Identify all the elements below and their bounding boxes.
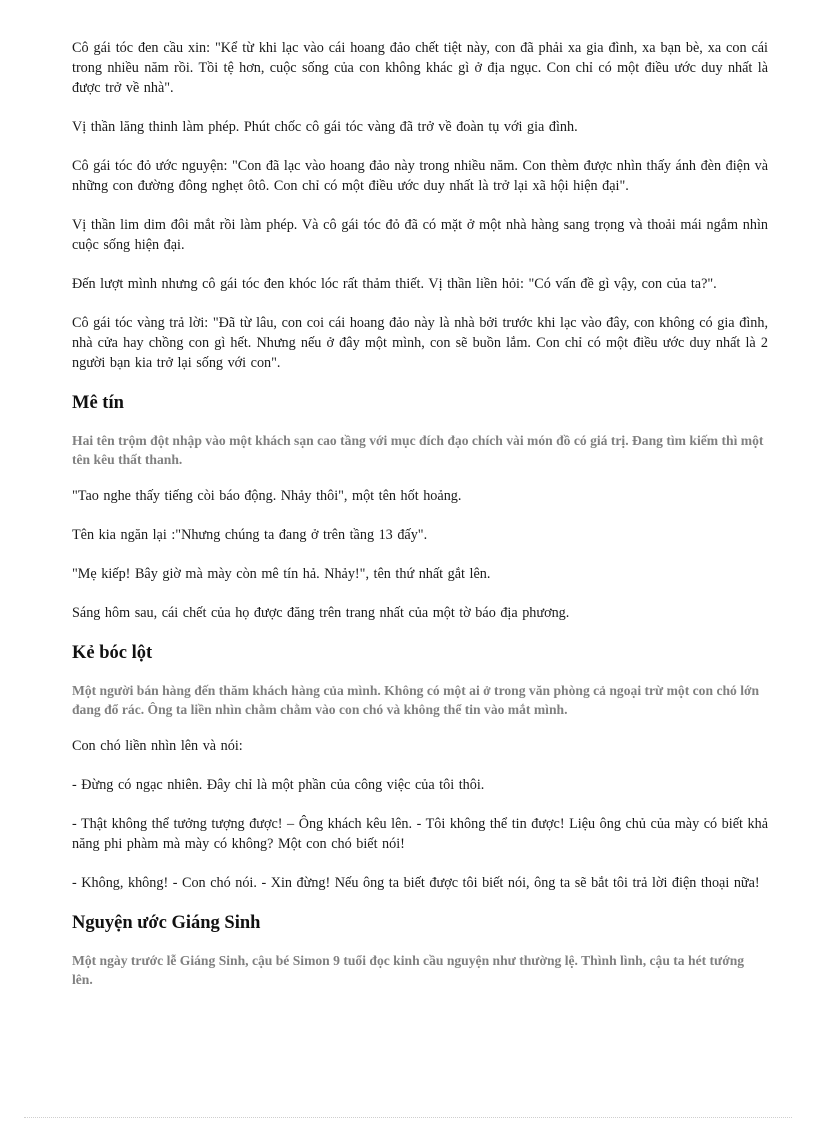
paragraph: Cô gái tóc đỏ ước nguyện: "Con đã lạc vào hoang đảo này trong nhiều năm. Con thèm được nhìn thấy ánh đèn điện và những con đường đông nghẹt ôtô. Con chỉ có một điều ước duy nhất là trở lại xã hội hiện đại". (72, 158, 768, 194)
section-heading-nguyen-uoc-giang-sinh: Nguyện ước Giáng Sinh (72, 913, 261, 933)
paragraph: Cô gái tóc đen cầu xin: "Kể từ khi lạc vào cái hoang đảo chết tiệt này, con đã phải xa gia đình, xa bạn bè, xa con cái trong nhiều năm rồi. Tồi tệ hơn, cuộc sống của con không khác gì ở địa ngục. Con chỉ có một điều ước duy nhất là được trở về nhà". (72, 40, 768, 96)
paragraph: Tên kia ngăn lại :"Nhưng chúng ta đang ở trên tầng 13 đấy". (72, 527, 428, 543)
section-lead: Hai tên trộm đột nhập vào một khách sạn cao tầng với mục đích đạo chích vài món đồ có giá trị. Đang tìm kiếm thì một tên kêu thất thanh. (72, 433, 764, 467)
section-lead: Một người bán hàng đến thăm khách hàng của mình. Không có một ai ở trong văn phòng cả ngoại trừ một con chó lớn đang đổ rác. Ông ta liền nhìn chằm chằm vào con chó và không thể tin vào mắt mình. (72, 683, 760, 717)
paragraph: - Thật không thể tưởng tượng được! – Ông khách kêu lên. - Tôi không thể tin được! Liệu ông chủ của mày có biết khả năng phi phàm mà mày có không? Một con chó biết nói! (72, 816, 768, 852)
section-heading-me-tin: Mê tín (72, 393, 124, 413)
paragraph: Vị thần lim dim đôi mắt rồi làm phép. Và cô gái tóc đỏ đã có mặt ở một nhà hàng sang trọng và thoải mái ngắm nhìn cuộc sống hiện đại. (72, 217, 768, 253)
paragraph: "Mẹ kiếp! Bây giờ mà mày còn mê tín hả. Nhảy!", tên thứ nhất gắt lên. (72, 566, 491, 582)
paragraph: Cô gái tóc vàng trả lời: "Đã từ lâu, con coi cái hoang đảo này là nhà bởi trước khi lạc vào đây, con không có gia đình, nhà cửa hay chồng con gì hết. Nhưng nếu ở đây một mình, con sẽ buồn lắm. Con chỉ có một điều ước duy nhất là 2 người bạn kia trở lại sống với con". (72, 315, 768, 371)
paragraph: Con chó liền nhìn lên và nói: (72, 738, 243, 754)
page-bottom-divider (24, 1117, 792, 1118)
section-lead: Một ngày trước lễ Giáng Sinh, cậu bé Simon 9 tuổi đọc kinh cầu nguyện như thường lệ. Thình lình, cậu ta hét tướng lên. (72, 953, 745, 987)
document-body (72, 38, 768, 1006)
paragraph: Vị thần lăng thinh làm phép. Phút chốc cô gái tóc vàng đã trở về đoàn tụ với gia đình. (72, 119, 578, 135)
paragraph: Đến lượt mình nhưng cô gái tóc đen khóc lóc rất thảm thiết. Vị thần liền hỏi: "Có vấn đề gì vậy, con của ta?". (72, 276, 717, 292)
paragraph: - Đừng có ngạc nhiên. Đây chỉ là một phần của công việc của tôi thôi. (72, 777, 485, 793)
paragraph: Sáng hôm sau, cái chết của họ được đăng trên trang nhất của một tờ báo địa phương. (72, 605, 570, 621)
paragraph: - Không, không! - Con chó nói. - Xin đừng! Nếu ông ta biết được tôi biết nói, ông ta sẽ bắt tôi trả lời điện thoại nữa! (72, 875, 760, 891)
section-heading-ke-boc-lot: Kẻ bóc lột (72, 643, 153, 663)
paragraph: "Tao nghe thấy tiếng còi báo động. Nhảy thôi", một tên hốt hoảng. (72, 488, 462, 504)
